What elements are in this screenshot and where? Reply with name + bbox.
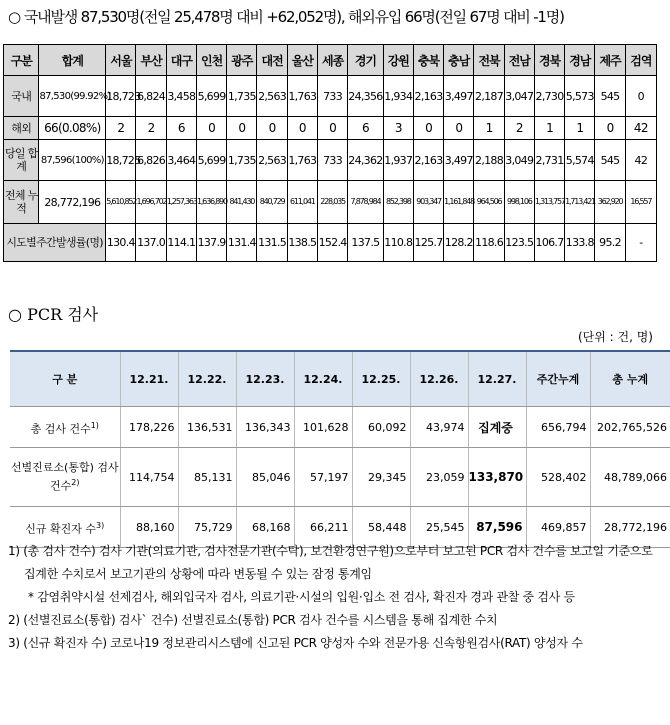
table-row	[10, 448, 670, 507]
table-cell: 137.5	[348, 224, 383, 262]
table-cell: 137.9	[196, 224, 226, 262]
table-cell: 75,729	[178, 507, 236, 548]
unit-label: (단위 : 건, 명)	[577, 330, 653, 344]
table-cell: 137.0	[136, 224, 166, 262]
table-cell: 1,313,757	[534, 181, 564, 224]
table-cell: 202,765,526	[590, 407, 670, 448]
table-cell: 87,596	[468, 507, 526, 548]
table-row	[4, 117, 657, 140]
table-cell: 29,345	[352, 448, 410, 507]
row-label: 당일 합계	[4, 140, 39, 181]
table-cell: 130.4	[106, 224, 136, 262]
table-cell: 1,934	[383, 76, 413, 117]
table-cell: 2,730	[534, 76, 564, 117]
table-cell: 2,187	[474, 76, 504, 117]
column-header: 충북	[413, 45, 443, 76]
table-cell: 0	[625, 76, 656, 117]
table-cell: 5,699	[196, 76, 226, 117]
footnotes	[8, 540, 658, 655]
column-header: 12.21.	[120, 351, 178, 407]
table-cell: 1,735	[227, 140, 257, 181]
table-cell: 3	[383, 117, 413, 140]
table-cell: 0	[317, 117, 347, 140]
table-cell: 6	[348, 117, 383, 140]
table-cell: 85,131	[178, 448, 236, 507]
table-cell: 840,729	[257, 181, 287, 224]
table-cell: 133,870	[468, 448, 526, 507]
column-header: 광주	[227, 45, 257, 76]
table-cell: 5,573	[565, 76, 595, 117]
table-cell: 28,772,196	[39, 181, 106, 224]
table-cell: 106.7	[534, 224, 564, 262]
table-cell: 2	[136, 117, 166, 140]
column-header: 경남	[565, 45, 595, 76]
table-cell: 집계중	[468, 407, 526, 448]
table-cell: 2,731	[534, 140, 564, 181]
table-row	[10, 407, 670, 448]
table-cell: 5,699	[196, 140, 226, 181]
table-row	[4, 181, 657, 224]
table-cell: 1,713,421	[565, 181, 595, 224]
table-cell: 133.8	[565, 224, 595, 262]
table-cell: 101,628	[294, 407, 352, 448]
table-cell: 95.2	[595, 224, 625, 262]
table-cell: 110.8	[383, 224, 413, 262]
table-cell: 123.5	[504, 224, 534, 262]
table-cell: 1,763	[287, 140, 317, 181]
column-header: 인천	[196, 45, 226, 76]
table-cell: 733	[317, 76, 347, 117]
column-header: 전북	[474, 45, 504, 76]
table-cell: 66(0.08%)	[39, 117, 106, 140]
table-cell: 178,226	[120, 407, 178, 448]
table-cell: 87,596(100%)	[39, 140, 106, 181]
table-cell: 58,448	[352, 507, 410, 548]
table-cell: 68,168	[236, 507, 294, 548]
table-cell: 1,937	[383, 140, 413, 181]
row-label	[10, 448, 120, 507]
table-cell: 3,049	[504, 140, 534, 181]
table-cell: 0	[257, 117, 287, 140]
column-header: 전남	[504, 45, 534, 76]
table-cell: 852,398	[383, 181, 413, 224]
table-cell: 228,035	[317, 181, 347, 224]
bullet: ○	[8, 8, 20, 26]
daily-cases-title: 국내발생 87,530명(전일 25,478명 대비 +62,052명), 해외유입 66명(전일 67명 대비 -1명)	[23, 8, 564, 26]
row-label: 국내	[4, 76, 39, 117]
table-cell: -	[625, 224, 656, 262]
row-label-text: 총 검사 건수	[30, 422, 91, 436]
column-header: 12.24.	[294, 351, 352, 407]
table-cell: 57,197	[294, 448, 352, 507]
table-cell: 6,824	[136, 76, 166, 117]
table-cell: 24,362	[348, 140, 383, 181]
table-cell: 6	[166, 117, 196, 140]
table-cell: 1	[565, 117, 595, 140]
table-row	[4, 224, 657, 262]
table-cell: 964,506	[474, 181, 504, 224]
row-label: 시도별주간발생률(명)	[4, 224, 106, 262]
table-cell: 0	[413, 117, 443, 140]
table-cell: 25,545	[410, 507, 468, 548]
table-cell: 998,106	[504, 181, 534, 224]
table-cell: 60,092	[352, 407, 410, 448]
footnote-2: 2) (선별진료소(통합) 검사` 건수) 선별진료소(통합) PCR 검사 건수를 시스템을 통해 집계한 수치	[8, 613, 498, 627]
table-cell: 1,636,890	[196, 181, 226, 224]
column-header: 서울	[106, 45, 136, 76]
column-header: 대구	[166, 45, 196, 76]
table-cell: 42	[625, 117, 656, 140]
table-cell: 528,402	[526, 448, 590, 507]
table-cell: 114.1	[166, 224, 196, 262]
bullet: ○	[8, 305, 22, 324]
column-header: 강원	[383, 45, 413, 76]
column-header: 12.27.	[468, 351, 526, 407]
table-cell: 2,163	[413, 140, 443, 181]
column-header: 제주	[595, 45, 625, 76]
footnote-ref: 2)	[71, 478, 80, 488]
table-cell: 42	[625, 140, 656, 181]
pcr-section-title: PCR 검사	[27, 305, 99, 324]
row-label-text: 신규 확진자 수	[25, 522, 97, 536]
column-header: 울산	[287, 45, 317, 76]
table-cell: 2,563	[257, 76, 287, 117]
table-cell: 0	[444, 117, 474, 140]
daily-cases-heading	[8, 6, 564, 27]
table-cell: 0	[196, 117, 226, 140]
table-cell: 131.4	[227, 224, 257, 262]
table-cell: 3,047	[504, 76, 534, 117]
table-cell: 18,725	[106, 140, 136, 181]
table-cell: 841,430	[227, 181, 257, 224]
table-cell: 28,772,196	[590, 507, 670, 548]
table-cell: 138.5	[287, 224, 317, 262]
table-cell: 545	[595, 140, 625, 181]
table-row	[4, 76, 657, 117]
table-cell: 1,763	[287, 76, 317, 117]
table-cell: 1	[474, 117, 504, 140]
footnote-ref: 3)	[96, 520, 105, 530]
table-cell: 0	[287, 117, 317, 140]
regional-cases-table	[3, 44, 657, 262]
table-cell: 125.7	[413, 224, 443, 262]
column-header: 12.26.	[410, 351, 468, 407]
table-cell: 1,257,363	[166, 181, 196, 224]
table-cell: 16,557	[625, 181, 656, 224]
table-cell: 5,574	[565, 140, 595, 181]
table-cell: 2,563	[257, 140, 287, 181]
table-cell: 0	[227, 117, 257, 140]
table-cell: 5,610,852	[106, 181, 136, 224]
table-cell: 87,530(99.92%)	[39, 76, 106, 117]
column-header: 검역	[625, 45, 656, 76]
table-cell: 2,163	[413, 76, 443, 117]
footnote-ref: 1)	[90, 420, 99, 430]
pcr-table	[10, 350, 670, 548]
column-header: 대전	[257, 45, 287, 76]
table-cell: 136,343	[236, 407, 294, 448]
table-cell: 88,160	[120, 507, 178, 548]
table-cell: 1	[534, 117, 564, 140]
pcr-header-row	[10, 351, 670, 407]
table-cell: 3,497	[444, 76, 474, 117]
table-cell: 131.5	[257, 224, 287, 262]
table-cell: 2	[106, 117, 136, 140]
table-cell: 128.2	[444, 224, 474, 262]
pcr-section-heading	[8, 302, 98, 325]
table-cell: 85,046	[236, 448, 294, 507]
column-header: 경기	[348, 45, 383, 76]
column-header: 주간누계	[526, 351, 590, 407]
table-cell: 362,920	[595, 181, 625, 224]
table-cell: 469,857	[526, 507, 590, 548]
footnote-3: 3) (신규 확진자 수) 코로나19 정보관리시스템에 신고된 PCR 양성자 수와 전문가용 신속항원검사(RAT) 양성자 수	[8, 636, 583, 650]
row-label: 전체 누적	[4, 181, 39, 224]
table-cell: 136,531	[178, 407, 236, 448]
table-header-row	[4, 45, 657, 76]
column-header: 충남	[444, 45, 474, 76]
table-cell: 6,826	[136, 140, 166, 181]
column-header: 구 분	[10, 351, 120, 407]
column-header: 12.22.	[178, 351, 236, 407]
table-cell: 611,041	[287, 181, 317, 224]
footnote-1-detail: * 감염취약시설 선제검사, 해외입국자 검사, 의료기관·시설의 입원·입소 전 검사, 확진자 경과 관찰 중 검사 등	[28, 590, 575, 604]
table-cell: 2	[504, 117, 534, 140]
table-cell: 1,735	[227, 76, 257, 117]
table-cell: 3,458	[166, 76, 196, 117]
table-cell: 1,161,848	[444, 181, 474, 224]
table-cell: 733	[317, 140, 347, 181]
column-header: 합계	[39, 45, 106, 76]
column-header: 부산	[136, 45, 166, 76]
row-label-text: 선별진료소(통합) 검사 건수	[10, 461, 119, 493]
table-cell: 2,188	[474, 140, 504, 181]
column-header: 구분	[4, 45, 39, 76]
footnote-1: 1) (총 검사 건수) 검사 기관(의료기관, 검사전문기관(수탁), 보건환경연구원)으로부터 보고된 PCR 검사 건수를 보고일 기준으로 집계한 수치로서 보고기관의 상황에 따라 변동될 수 있는 잠정 통계임	[8, 544, 653, 581]
table-cell: 903,347	[413, 181, 443, 224]
column-header: 세종	[317, 45, 347, 76]
table-cell: 24,356	[348, 76, 383, 117]
table-cell: 152.4	[317, 224, 347, 262]
table-cell: 23,059	[410, 448, 468, 507]
column-header: 12.23.	[236, 351, 294, 407]
table-cell: 3,464	[166, 140, 196, 181]
table-cell: 66,211	[294, 507, 352, 548]
table-cell: 1,696,702	[136, 181, 166, 224]
table-cell: 18,723	[106, 76, 136, 117]
table-cell: 656,794	[526, 407, 590, 448]
row-label: 해외	[4, 117, 39, 140]
table-row	[4, 140, 657, 181]
table-cell: 43,974	[410, 407, 468, 448]
row-label	[10, 407, 120, 448]
table-cell: 3,497	[444, 140, 474, 181]
column-header: 12.25.	[352, 351, 410, 407]
table-cell: 118.6	[474, 224, 504, 262]
table-cell: 0	[595, 117, 625, 140]
table-cell: 114,754	[120, 448, 178, 507]
column-header: 총 누계	[590, 351, 670, 407]
table-cell: 545	[595, 76, 625, 117]
table-cell: 7,878,984	[348, 181, 383, 224]
table-cell: 48,789,066	[590, 448, 670, 507]
column-header: 경북	[534, 45, 564, 76]
